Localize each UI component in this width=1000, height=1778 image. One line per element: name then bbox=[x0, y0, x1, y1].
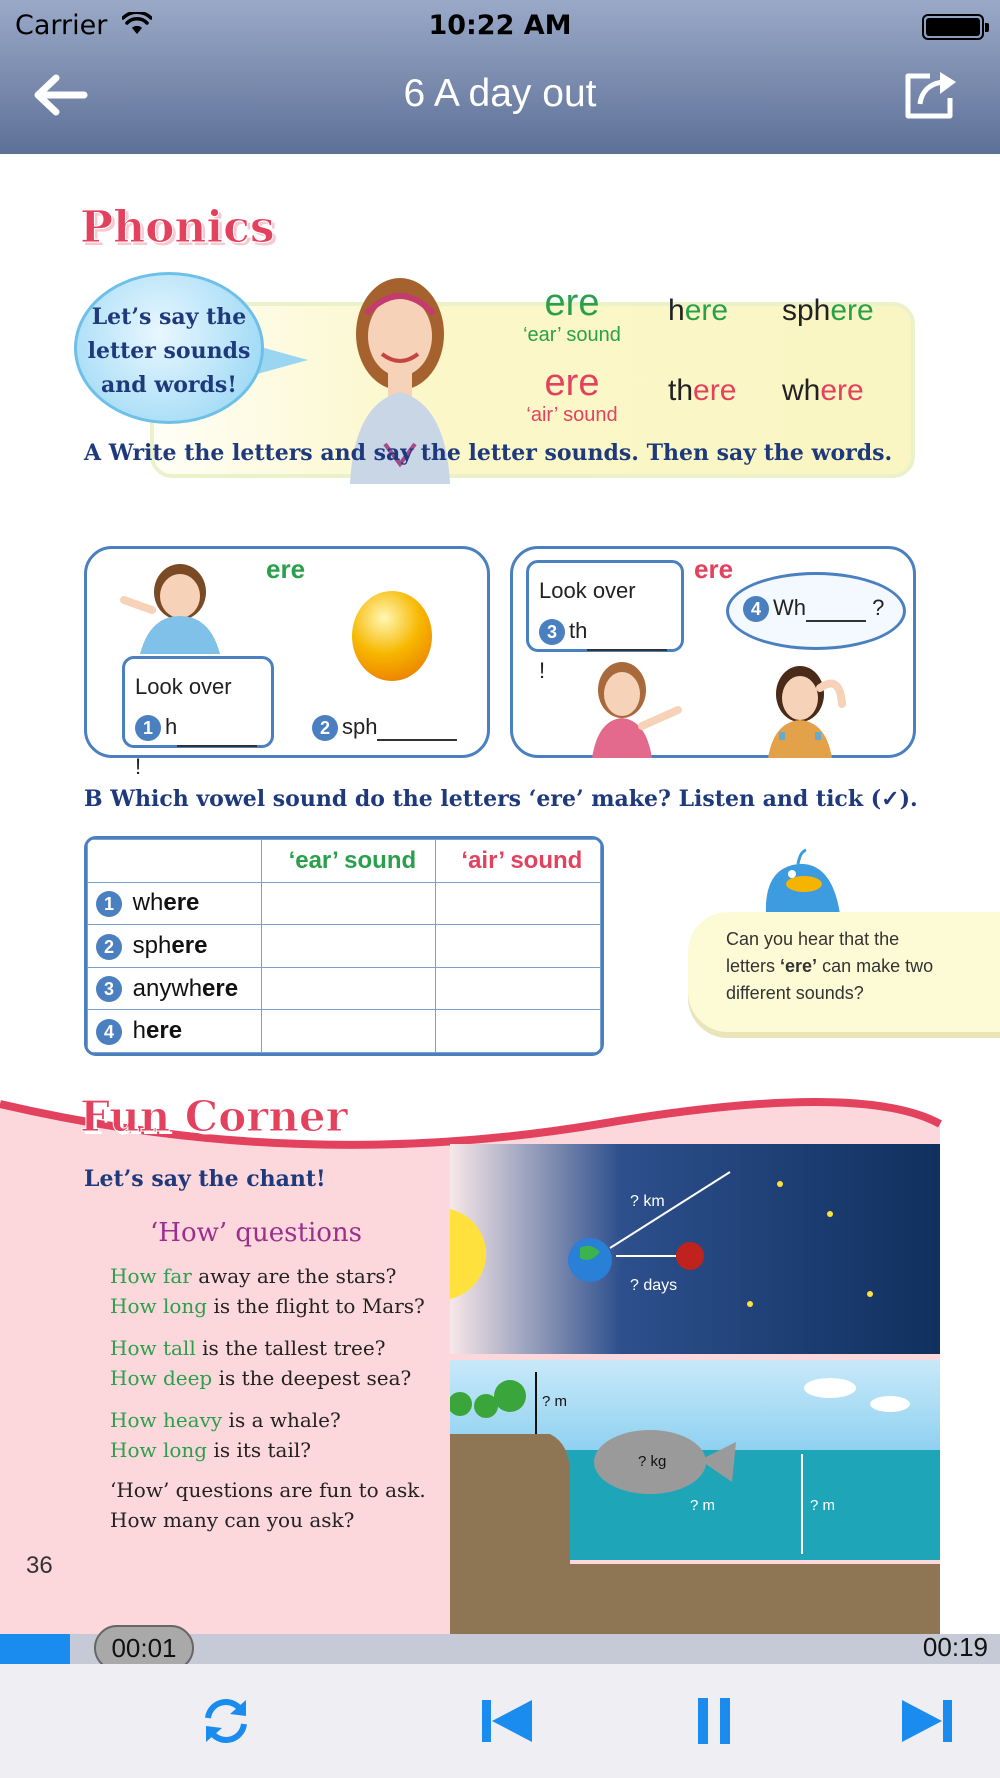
table-row bbox=[88, 925, 601, 968]
row-word: 4 here bbox=[88, 1010, 262, 1053]
box2-ere-label: ere bbox=[694, 554, 734, 584]
row-word: 1 where bbox=[88, 882, 262, 925]
look-over-bubble-1: Look over 1 h! bbox=[122, 656, 274, 748]
word-there: there bbox=[668, 374, 737, 407]
share-icon[interactable] bbox=[900, 66, 960, 122]
ear-sound-label: ‘ear’ sound bbox=[523, 324, 621, 346]
chant-line: How far away are the stars? bbox=[110, 1264, 397, 1288]
battery-icon bbox=[922, 14, 984, 40]
whale-weight-label: ? kg bbox=[638, 1453, 667, 1470]
progress-fill bbox=[0, 1634, 70, 1664]
answer-blank-2[interactable] bbox=[377, 721, 457, 741]
word-where: where bbox=[782, 374, 864, 407]
girl-pointing-illustration bbox=[582, 654, 692, 758]
chant-line: How long is its tail? bbox=[110, 1438, 311, 1462]
thought-bubble: 4 Wh ? bbox=[726, 572, 906, 650]
player-controls bbox=[0, 1664, 1000, 1778]
row-word: 2 sphere bbox=[88, 925, 262, 968]
tip-note: Can you hear that the letters ‘ere’ can make two different sounds? bbox=[688, 912, 1000, 1032]
section-b-heading: B Which vowel sound do the letters ‘ere’ make? Listen and tick (✓). bbox=[84, 786, 918, 812]
tree-height-label: ? m bbox=[542, 1393, 568, 1410]
textbook-page bbox=[0, 154, 1000, 1634]
tick-cell-ear[interactable] bbox=[262, 925, 436, 968]
total-time: 00:19 bbox=[922, 1632, 988, 1662]
section-a-heading: A Write the letters and say the letter sounds. Then say the words. bbox=[84, 440, 893, 466]
word-sphere: sphere bbox=[782, 294, 874, 327]
tick-cell-ear[interactable] bbox=[262, 967, 436, 1010]
col-air-sound: ‘air’ sound bbox=[435, 840, 600, 883]
km-label: ? km bbox=[630, 1193, 665, 1210]
navigation-bar bbox=[0, 0, 1000, 154]
chant-title: ‘How’ questions bbox=[150, 1218, 362, 1248]
air-sound-label: ‘air’ sound bbox=[526, 404, 618, 426]
boy-illustration bbox=[120, 554, 230, 654]
page-title: 6 A day out bbox=[403, 72, 597, 115]
tick-cell-air[interactable] bbox=[435, 967, 600, 1010]
answer-blank-4[interactable] bbox=[806, 602, 866, 622]
speech-bubble-text: Let’s say the letter sounds and words! bbox=[87, 304, 251, 398]
days-label: ? days bbox=[630, 1277, 678, 1294]
tick-cell-ear[interactable] bbox=[262, 1010, 436, 1053]
table-row bbox=[88, 882, 601, 925]
skip-back-icon[interactable] bbox=[476, 1692, 536, 1750]
fun-corner-heading: Fun Corner bbox=[80, 1092, 348, 1141]
bird-mascot-icon bbox=[758, 844, 848, 914]
tail-length-label: ? m bbox=[690, 1497, 716, 1514]
table-corner bbox=[88, 840, 262, 883]
chant-line: How many can you ask? bbox=[110, 1508, 355, 1532]
carrier-label: Carrier bbox=[15, 10, 108, 41]
skip-forward-icon[interactable] bbox=[898, 1692, 958, 1750]
box1-ere-label: ere bbox=[266, 554, 306, 584]
current-time-thumb[interactable]: 00:01 bbox=[94, 1625, 194, 1671]
tick-cell-air[interactable] bbox=[435, 1010, 600, 1053]
page-number: 36 bbox=[26, 1552, 53, 1579]
sea-depth-label: ? m bbox=[810, 1497, 836, 1514]
chant-line: How long is the flight to Mars? bbox=[110, 1294, 425, 1318]
status-time: 10:22 AM bbox=[428, 10, 572, 41]
answer-blank-3[interactable] bbox=[587, 631, 667, 651]
status-bar bbox=[0, 8, 1000, 44]
pause-icon[interactable] bbox=[684, 1692, 744, 1750]
ere-air-label: ere bbox=[544, 362, 600, 404]
word-here: here bbox=[668, 294, 729, 327]
chant-line: How heavy is a whale? bbox=[110, 1408, 341, 1432]
girl-looking-illustration bbox=[746, 654, 856, 758]
col-ear-sound: ‘ear’ sound bbox=[262, 840, 436, 883]
chant-line: ‘How’ questions are fun to ask. bbox=[110, 1478, 426, 1502]
tick-cell-air[interactable] bbox=[435, 925, 600, 968]
tick-cell-ear[interactable] bbox=[262, 882, 436, 925]
repeat-icon[interactable] bbox=[196, 1692, 256, 1750]
table-row bbox=[88, 1010, 601, 1053]
phonics-heading: Phonics bbox=[80, 202, 275, 253]
ball-illustration bbox=[352, 591, 432, 681]
space-sea-illustration bbox=[450, 1144, 950, 1634]
sphere-prompt: 2 sph bbox=[312, 714, 457, 741]
table-row bbox=[88, 967, 601, 1010]
chant-heading: Let’s say the chant! bbox=[84, 1166, 326, 1192]
tick-cell-air[interactable] bbox=[435, 882, 600, 925]
ere-ear-label: ere bbox=[544, 282, 600, 324]
back-arrow-icon[interactable] bbox=[30, 70, 90, 120]
answer-blank-1[interactable] bbox=[177, 727, 257, 747]
sound-table bbox=[84, 836, 604, 1056]
row-word: 3 anywhere bbox=[88, 967, 262, 1010]
look-over-bubble-2: Look over 3 th! bbox=[526, 560, 684, 652]
chant-line: How deep is the deepest sea? bbox=[110, 1366, 412, 1390]
chant-line: How tall is the tallest tree? bbox=[110, 1336, 386, 1360]
